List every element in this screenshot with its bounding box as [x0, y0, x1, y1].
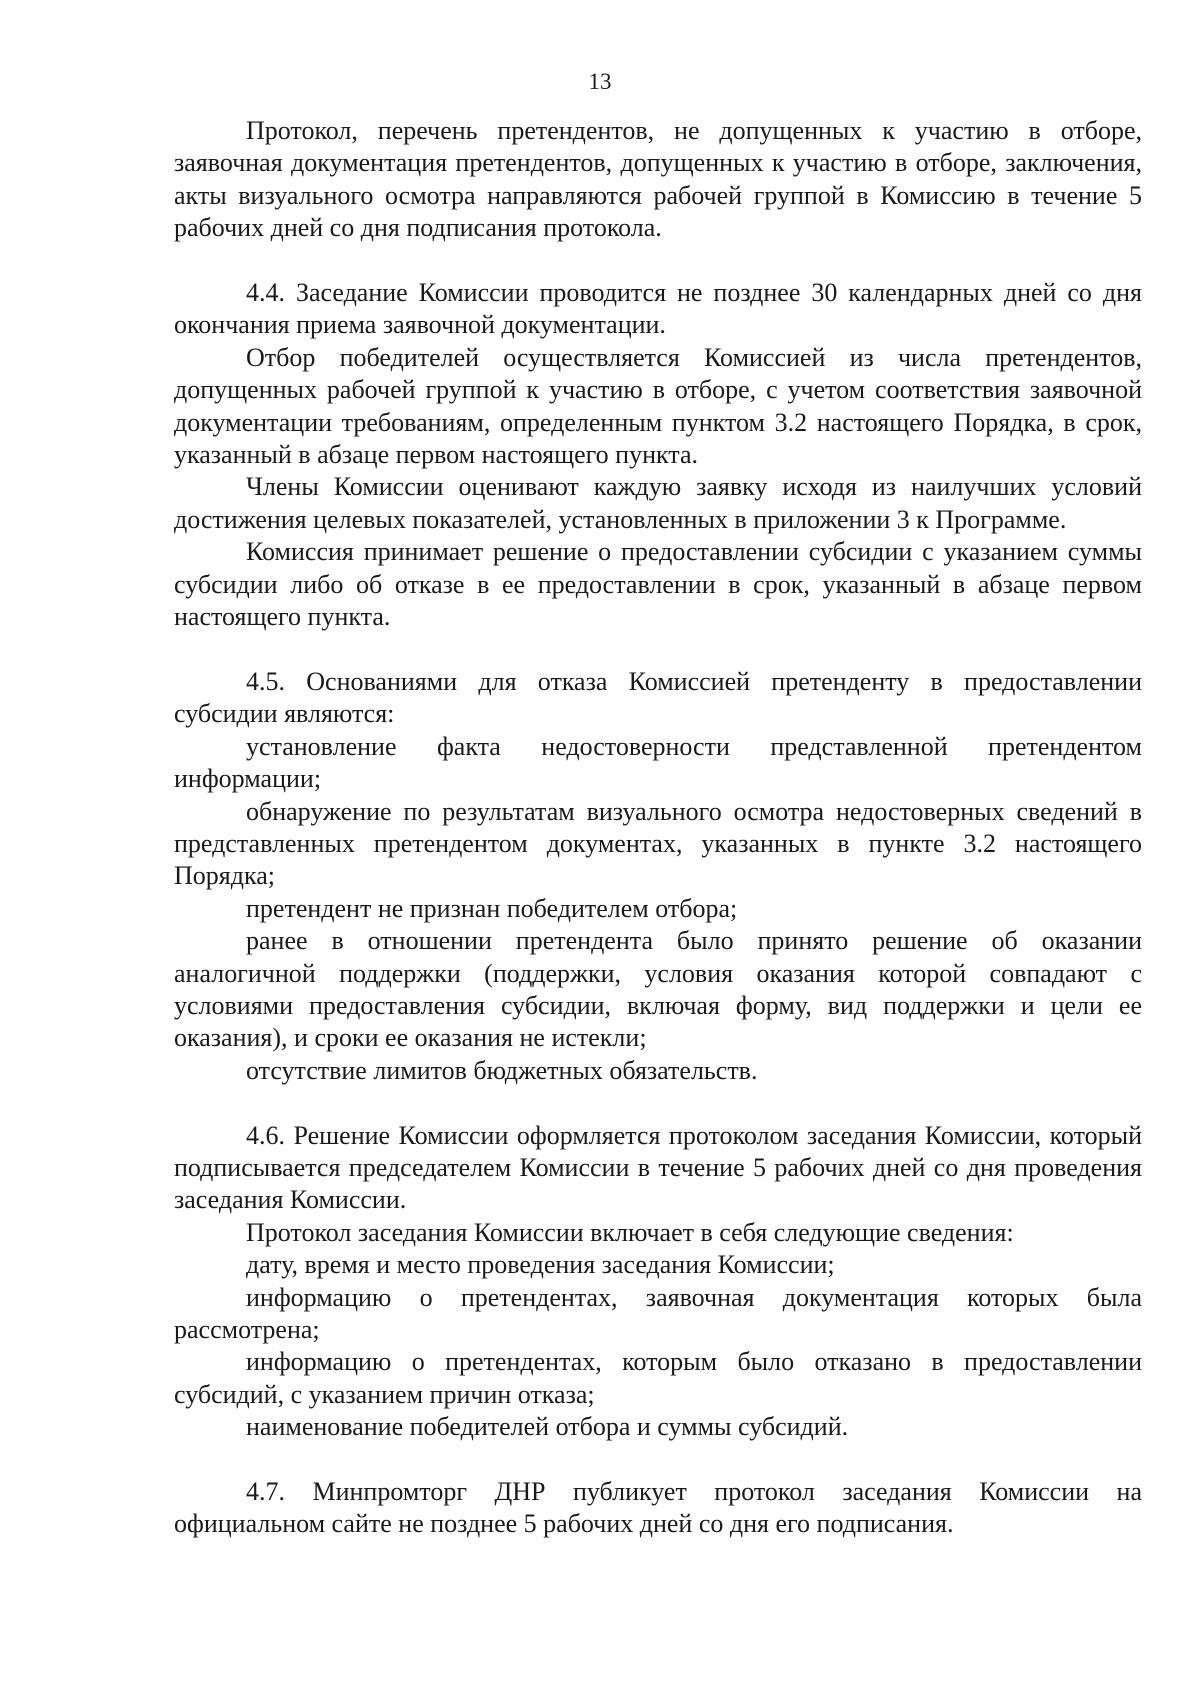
section-4-5	[174, 666, 1142, 1087]
paragraph: отсутствие лимитов бюджетных обязательств.	[246, 1055, 758, 1085]
paragraph: претендент не признан победителем отбора;	[246, 893, 738, 923]
paragraph: 4.7. Минпромторг ДНР публикует протокол заседания Комиссии на официальном сайте не позднее 5 рабочих дней со дня его подписания.	[174, 1477, 1142, 1539]
paragraph: Отбор победителей осуществляется Комиссией из числа претендентов, допущенных рабочей группой к участию в отборе, с учетом соответствия заявочной документации требованиям, определенным пунктом 3.2 настоящего Порядка, в срок, указанный в абзаце первом настоящего пункта.	[174, 342, 1142, 470]
paragraph: дату, время и место проведения заседания Комиссии;	[246, 1250, 835, 1280]
paragraph: 4.5. Основаниями для отказа Комиссией претенденту в предоставлении субсидии являются:	[174, 666, 1142, 729]
paragraph: 4.4. Заседание Комиссии проводится не позднее 30 календарных дней со дня окончания приема заявочной документации.	[174, 278, 1142, 340]
paragraph: Протокол заседания Комиссии включает в себя следующие сведения:	[246, 1217, 1014, 1247]
paragraph: Члены Комиссии оценивают каждую заявку исходя из наилучших условий достижения целевых показателей, установленных в приложении 3 к Программе.	[174, 472, 1142, 534]
section-protocol-submission	[174, 115, 1142, 245]
paragraph: информацию о претендентах, которым было отказано в предоставлении субсидий, с указанием причин отказа;	[174, 1347, 1142, 1409]
paragraph: информацию о претендентах, заявочная документация которых была рассмотрена;	[174, 1282, 1142, 1344]
paragraph: наименование победителей отбора и суммы субсидий.	[246, 1412, 849, 1442]
page-number: 13	[588, 69, 612, 94]
paragraph: ранее в отношении претендента было принято решение об оказании аналогичной поддержки (поддержки, условия оказания которой совпадают с условиями предоставления субсидии, включая форму, вид поддержки и цели ее оказания), и сроки ее оказания не истекли;	[174, 926, 1142, 1053]
document-body	[174, 115, 1142, 1541]
paragraph: обнаружение по результатам визуального осмотра недостоверных сведений в представленных претендентом документах, указанных в пункте 3.2 настоящего Порядка;	[174, 796, 1142, 891]
section-4-7	[174, 1476, 1142, 1541]
section-4-4	[174, 277, 1142, 633]
section-4-6	[174, 1120, 1142, 1444]
paragraph: 4.6. Решение Комиссии оформляется протоколом заседания Комиссии, который подписывается председателем Комиссии в течение 5 рабочих дней со дня проведения заседания Комиссии.	[174, 1120, 1142, 1215]
paragraph: Комиссия принимает решение о предоставлении субсидии с указанием суммы субсидии либо об отказе в ее предоставлении в срок, указанный в абзаце первом настоящего пункта.	[174, 537, 1142, 632]
paragraph: установление факта недостоверности представленной претендентом информации;	[174, 731, 1142, 794]
paragraph: Протокол, перечень претендентов, не допущенных к участию в отборе, заявочная документация претендентов, допущенных к участию в отборе, заключения, акты визуального осмотра направляются рабочей группой в Комиссию в течение 5 рабочих дней со дня подписания протокола.	[174, 116, 1142, 243]
